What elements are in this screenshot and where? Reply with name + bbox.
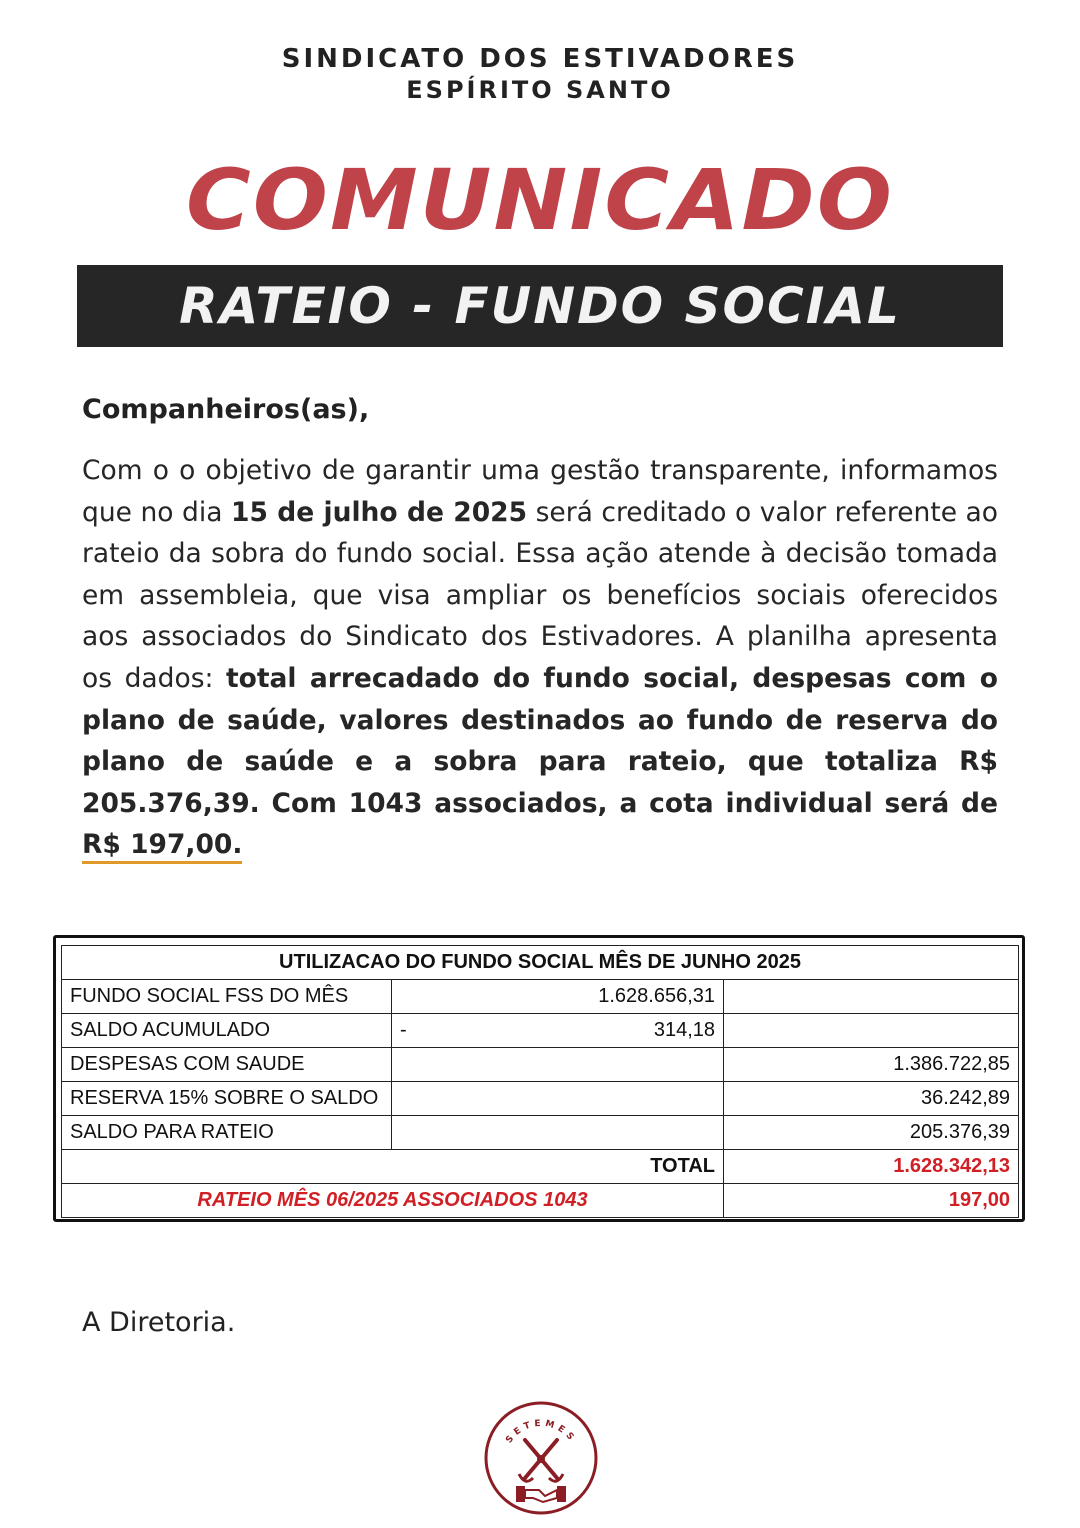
signoff: A Diretoria. (82, 1307, 236, 1338)
row-value-2 (392, 1082, 724, 1116)
row-value-3 (724, 1014, 1019, 1048)
fund-table-box (53, 935, 1025, 1222)
row-value-3 (724, 980, 1019, 1014)
svg-text:SETEMES: SETEMES (504, 1418, 578, 1446)
row-label: SALDO ACUMULADO (62, 1014, 392, 1048)
row-value-2 (392, 1014, 724, 1048)
row-value-3: 205.376,39 (724, 1116, 1019, 1150)
row-label: SALDO PARA RATEIO (62, 1116, 392, 1150)
fund-table (61, 945, 1019, 1218)
rateio-row (62, 1184, 1019, 1218)
headline-title: COMUNICADO (186, 151, 894, 249)
table-row (62, 1116, 1019, 1150)
table-row (62, 1014, 1019, 1048)
greeting: Companheiros(as), (82, 394, 370, 425)
table-row (62, 1048, 1019, 1082)
row-dash: - (400, 1019, 407, 1041)
row-value-3: 1.386.722,85 (724, 1048, 1019, 1082)
row-value-2 (392, 1116, 724, 1150)
row-label: RESERVA 15% SOBRE O SALDO (62, 1082, 392, 1116)
table-row (62, 980, 1019, 1014)
rateio-value: 197,00 (724, 1184, 1019, 1218)
subtitle-banner: RATEIO - FUNDO SOCIAL (77, 265, 1003, 347)
table-title: UTILIZACAO DO FUNDO SOCIAL MÊS DE JUNHO 2025 (62, 946, 1019, 980)
row-label: FUNDO SOCIAL FSS DO MÊS (62, 980, 392, 1014)
letter-text-2: será creditado o valor referente ao rateio da sobra do fundo social. Essa ação atende à decisão tomada em assembleia, que visa ampliar os benefícios sociais oferecidos aos associados do Sindicato dos Estivadores. A planilha apresenta os dados: (82, 496, 999, 694)
org-name: SINDICATO DOS ESTIVADORES (281, 44, 799, 74)
credit-date: 15 de julho de 2025 (231, 496, 528, 528)
individual-amount: R$ 197,00. (82, 829, 242, 864)
row-label: DESPESAS COM SAUDE (62, 1048, 392, 1082)
total-row (62, 1150, 1019, 1184)
table-row (62, 1082, 1019, 1116)
total-label: TOTAL (62, 1150, 724, 1184)
total-value: 1.628.342,13 (724, 1150, 1019, 1184)
row-value-2-text: 314,18 (653, 1019, 715, 1041)
rateio-label: RATEIO MÊS 06/2025 ASSOCIADOS 1043 (62, 1184, 724, 1218)
row-value-2 (392, 1048, 724, 1082)
org-state: ESPÍRITO SANTO (406, 76, 674, 104)
letter-text-1: Com o o objetivo de garantir uma gestão transparente, informamos que no dia (82, 455, 998, 528)
letter-bold-items: total arrecadado do fundo social, despesas com o plano de saúde, valores destinados ao fundo de reserva do plano de saúde e a sobra para rateio, que totaliza R$ 205.376,39. Com 1043 associados, a cota individual será de (82, 662, 998, 819)
union-seal-logo (483, 1400, 599, 1516)
letter-body (82, 450, 998, 866)
row-value-3: 36.242,89 (724, 1082, 1019, 1116)
row-value-2: 1.628.656,31 (392, 980, 724, 1014)
